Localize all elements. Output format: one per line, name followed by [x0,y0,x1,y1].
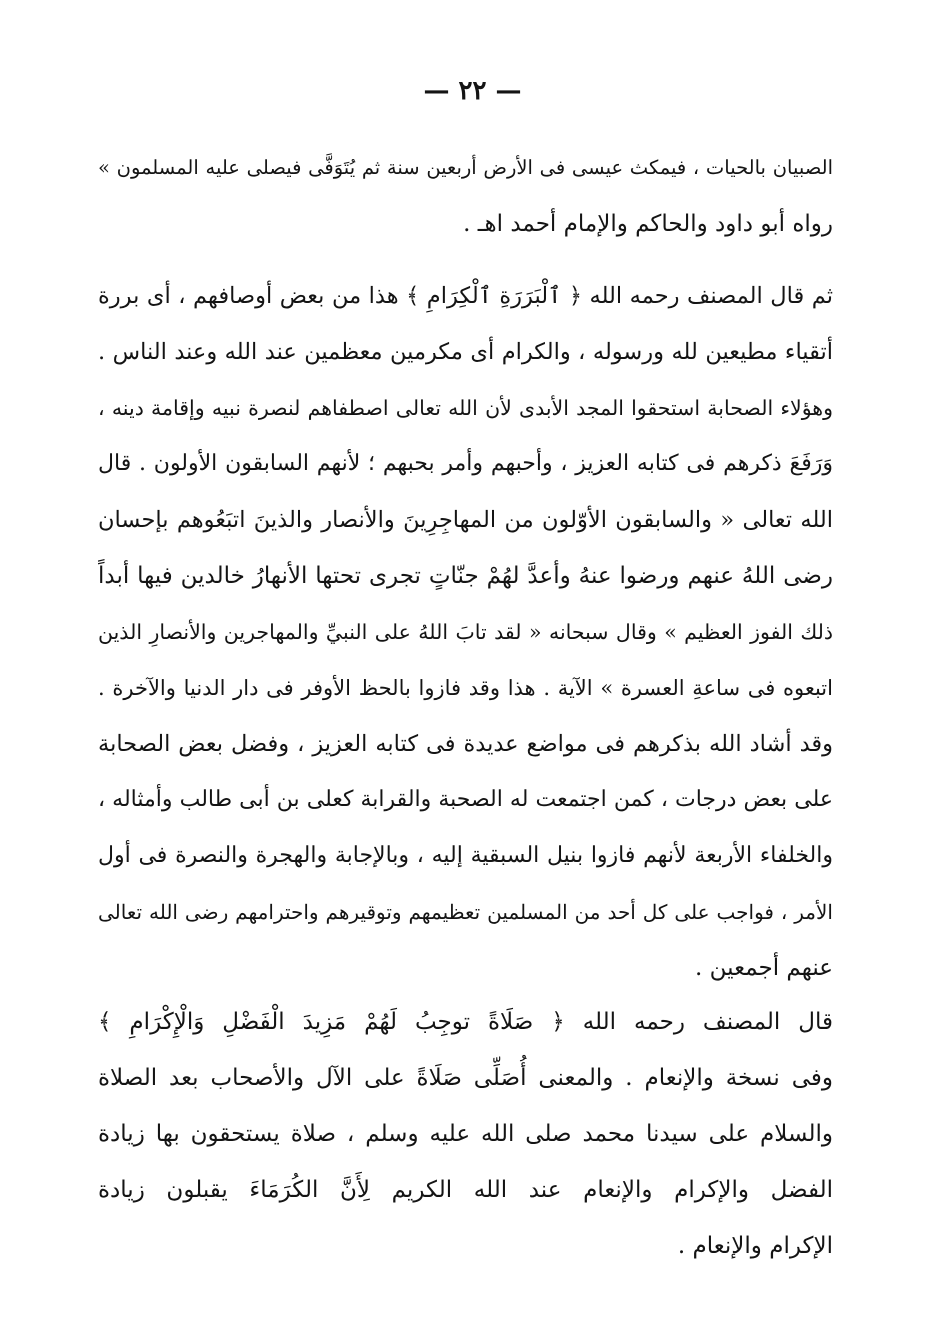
text-line: عنهم أجمعين . [695,955,833,981]
paragraph-2 [98,268,833,996]
page-number: — ٢٢ — [423,76,522,106]
text-line: الفضل والإكرام والإنعام عند الله الكريم لِأَنَّ الكُرَمَاءَ يقبلون زيادة [98,1177,833,1203]
text-line: الإكرام والإنعام . [677,1233,833,1259]
text-line: والسلام على سيدنا محمد صلى الله عليه وسلم ، صلاة يستحقون بها زيادة [98,1121,833,1147]
paragraph-3 [98,994,833,1274]
text-line: وَرَفَعَ ذكرهم فى كتابه العزيز ، وأحبهم وأمر بحبهم ؛ لأنهم السابقون الأولون . قال [98,451,833,476]
text-line: الله تعالى « والسابقون الأوّلون من المهاجِرِينَ والأنصار والذينَ اتبَعُوهم بإحسان [98,507,833,533]
text-line: اتبعوه فى ساعةِ العسرة » الآية . هذا وقد فازوا بالحظ الأوفر فى دار الدنيا والآخرة . [98,676,833,700]
text-line: ذلك الفوز العظيم » وقال سبحانه « لقد تابَ اللهُ على النبيِّ والمهاجرين والأنصارِ الذين [98,620,833,644]
text-line: والخلفاء الأربعة لأنهم فازوا بنيل السبقية إليه ، وبالإجابة والهجرة والنصرة فى أول [98,843,833,868]
text-line: قال المصنف رحمه الله ﴿ صَلَاةً توجِبُ لَهُمْ مَزِيدَ الْفَضْلِ وَالْإِكْرَامِ ﴾ [98,1009,833,1035]
text-line: رواه أبو داود والحاكم والإمام أحمد اهـ . [463,211,833,237]
paragraph-1 [98,140,833,252]
text-line: وقد أشاد الله بذكرهم فى مواضع عديدة فى كتابه العزيز ، وفضل بعض الصحابة [98,731,833,757]
text-line: رضى اللهُ عنهم ورضوا عنهُ وأعدَّ لهُمْ جنّاتٍ تجرى تحتها الأنهارُ خالدين فيها أبداً [98,563,833,589]
text-line: على بعض درجات ، كمن اجتمعت له الصحبة والقرابة كعلى بن أبى طالب وأمثاله ، [98,787,833,812]
text-line: وهؤلاء الصحابة استحقوا المجد الأبدى لأن الله تعالى اصطفاهم لنصرة نبيه وإقامة دينه ، [98,396,833,420]
text-line: أتقياء مطيعين لله ورسوله ، والكرام أى مكرمين معظمين عند الله وعند الناس . [98,339,833,365]
text-line: الأمر ، فواجب على كل أحد من المسلمين تعظيمهم وتوقيرهم واحترامهم رضى الله تعالى [98,900,833,924]
text-line: وفى نسخة والإنعام . والمعنى أُصَلِّى صَلَاةً على الآل والأصحاب بعد الصلاة [98,1065,833,1091]
text-line: ثم قال المصنف رحمه الله ﴿ ٱلْبَرَرَةِ ٱلْكِرَامِ ﴾ هذا من بعض أوصافهم ، أى بررة [98,283,833,309]
text-line: الصبيان بالحيات ، فيمكث عيسى فى الأرض أربعين سنة ثم يُتَوَفَّى فيصلى عليه المسلمون » [98,156,833,179]
